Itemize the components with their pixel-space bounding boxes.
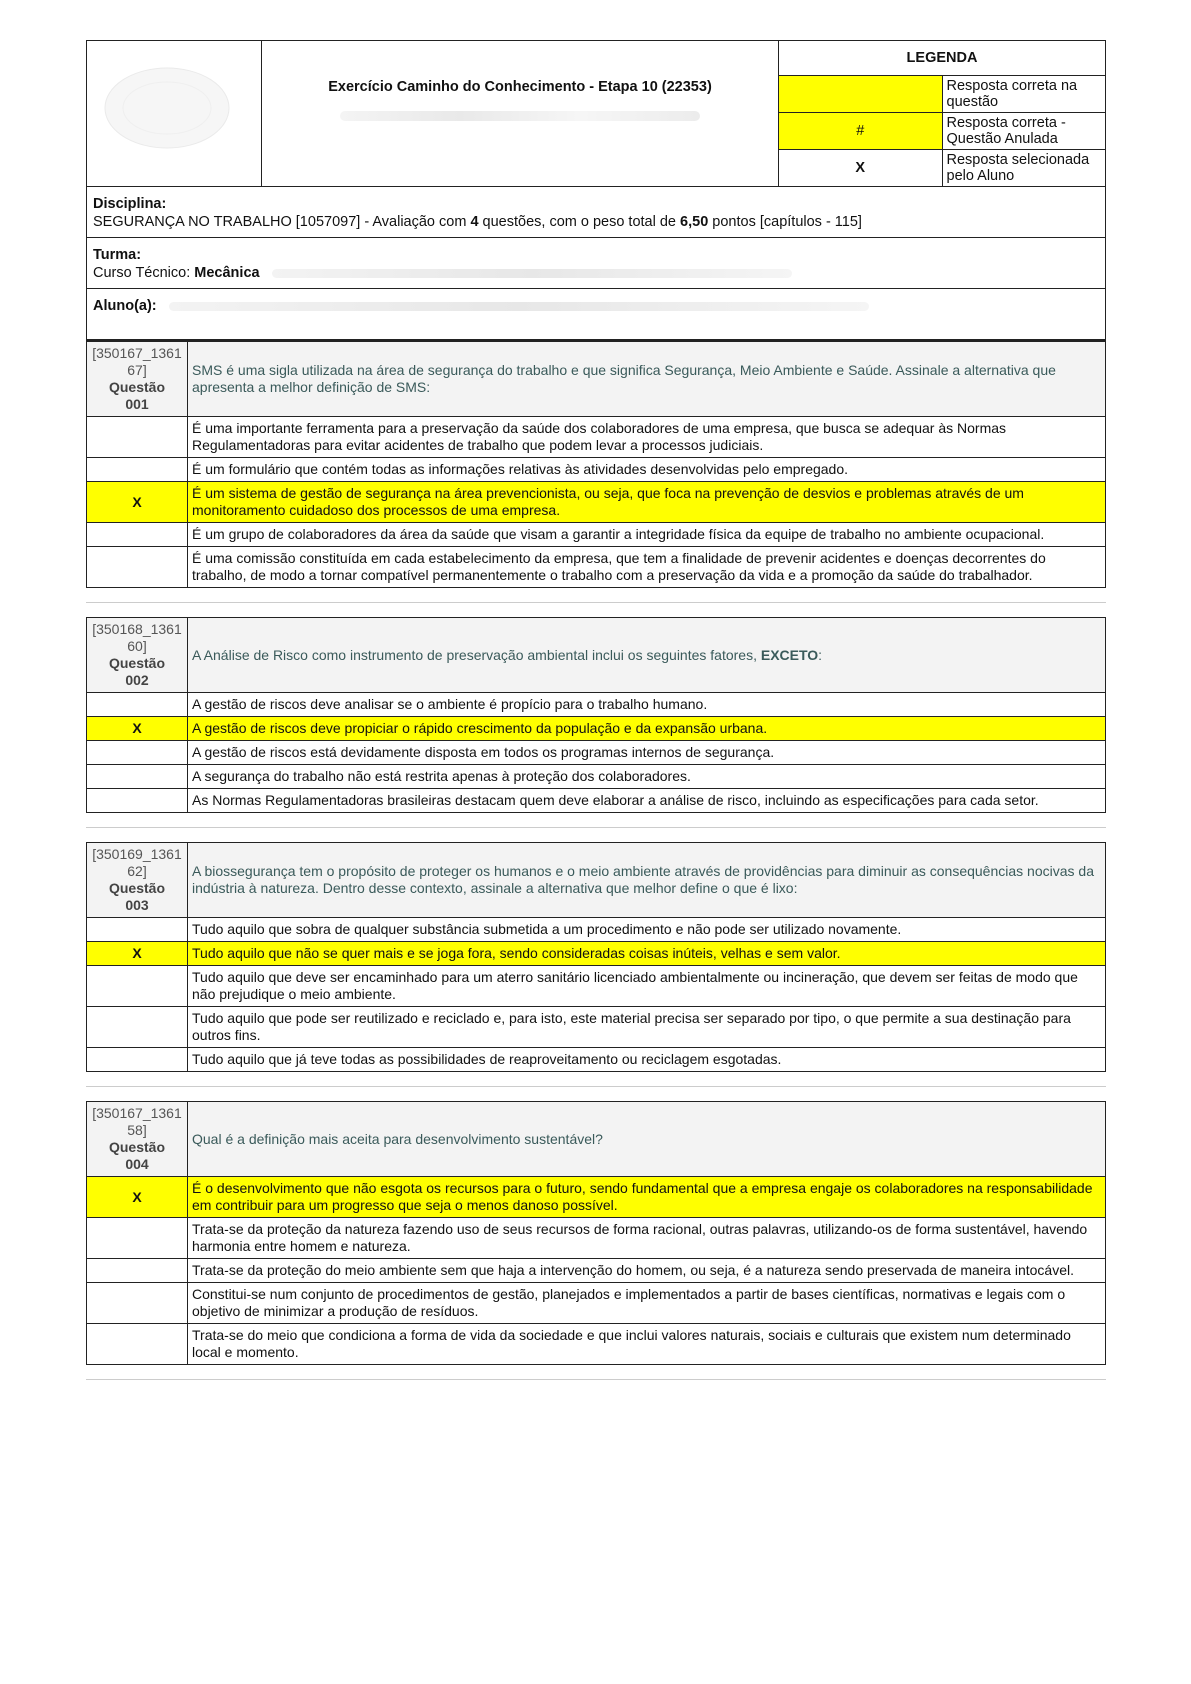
answer-text: Trata-se da proteção do meio ambiente sem que haja a intervenção do homem, ou seja, é a natureza sendo preservada de maneira intocável. xyxy=(188,1259,1106,1283)
aluno-section xyxy=(86,289,1106,341)
answer-text: Tudo aquilo que não se quer mais e se joga fora, sendo consideradas coisas inúteis, velhas e sem valor. xyxy=(188,942,1106,966)
answer-text: É uma comissão constituída em cada estabelecimento da empresa, que tem a finalidade de prevenir acidentes e doenças decorrentes do trabalho, de modo a tornar compatível permanentemente o trabalho com a preservação da vida e a promoção da saúde do trabalhador. xyxy=(188,547,1106,588)
answer-option xyxy=(87,942,1106,966)
answer-option xyxy=(87,741,1106,765)
answer-option xyxy=(87,547,1106,588)
answer-mark: X xyxy=(87,942,188,966)
exam-report xyxy=(86,40,1106,1394)
legend-text-annulled: Resposta correta - Questão Anulada xyxy=(942,113,1106,150)
question-block-001 xyxy=(86,341,1106,603)
question-stem xyxy=(188,1102,1106,1177)
question-table xyxy=(86,617,1106,813)
redacted-student-name xyxy=(169,302,869,311)
answer-text: Tudo aquilo que deve ser encaminhado para um aterro sanitário licenciado ambientalmente ou incineração, que devem ser feitas de modo que não prejudique o meio ambiente. xyxy=(188,966,1106,1007)
legend-title: LEGENDA xyxy=(779,41,1106,76)
answer-text: Tudo aquilo que sobra de qualquer substância submetida a um procedimento e não pode ser utilizado novamente. xyxy=(188,918,1106,942)
question-label: Questão xyxy=(108,880,165,896)
answer-text: Trata-se do meio que condiciona a forma de vida da sociedade e que inclui valores naturais, sociais e culturais que existem num determinado local e momento. xyxy=(188,1324,1106,1365)
question-id-cell xyxy=(87,342,188,417)
answer-option xyxy=(87,1283,1106,1324)
question-id-cell xyxy=(87,618,188,693)
answer-mark xyxy=(87,918,188,942)
answer-mark: X xyxy=(87,717,188,741)
answer-mark: X xyxy=(87,482,188,523)
answer-text: A gestão de riscos deve analisar se o ambiente é propício para o trabalho humano. xyxy=(188,693,1106,717)
answer-mark xyxy=(87,693,188,717)
disciplina-text-3: pontos [capítulos - 115] xyxy=(708,214,862,230)
question-code: [350168_136160] xyxy=(92,621,182,654)
answer-mark xyxy=(87,547,188,588)
answer-mark xyxy=(87,1324,188,1365)
turma-label: Turma: xyxy=(93,247,142,263)
question-stem-emphasis: EXCETO xyxy=(760,646,819,663)
answer-text: É um sistema de gestão de segurança na área prevencionista, ou seja, que foca na prevenção de desvios e problemas através de um monitoramento cuidadoso dos processos de uma empresa. xyxy=(188,482,1106,523)
question-code: [350167_136158] xyxy=(92,1105,182,1138)
question-block-004 xyxy=(86,1101,1106,1380)
answer-text: Tudo aquilo que já teve todas as possibilidades de reaproveitamento ou reciclagem esgotadas. xyxy=(188,1048,1106,1072)
answer-text: A gestão de riscos está devidamente disposta em todos os programas internos de segurança. xyxy=(188,741,1106,765)
answer-text: É o desenvolvimento que não esgota os recursos para o futuro, sendo fundamental que a empresa engaje os colaboradores na responsabilidade em contribuir para um progresso que seja o menos danoso possível. xyxy=(188,1177,1106,1218)
question-stem-text: Qual é a definição mais aceita para desenvolvimento sustentável? xyxy=(192,1130,603,1147)
total-points: 6,50 xyxy=(680,214,709,230)
answer-option xyxy=(87,789,1106,813)
answer-text: É um grupo de colaboradores da área da saúde que visam a garantir a integridade física da equipe de trabalho no ambiente ocupacional. xyxy=(188,523,1106,547)
answer-option xyxy=(87,458,1106,482)
answer-option xyxy=(87,1324,1106,1365)
answer-mark xyxy=(87,1048,188,1072)
question-label: Questão xyxy=(108,379,165,395)
answer-mark xyxy=(87,417,188,458)
answer-option xyxy=(87,1177,1106,1218)
answer-text: As Normas Regulamentadoras brasileiras destacam quem deve elaborar a análise de risco, incluindo as especificações para cada setor. xyxy=(188,789,1106,813)
question-code: [350167_136167] xyxy=(92,345,182,378)
legend-text-correct: Resposta correta na questão xyxy=(942,76,1106,113)
question-stem-text: A biossegurança tem o propósito de proteger os humanos e o meio ambiente através de providências para diminuir as consequências nocivas da indústria à natureza. Dentro desse contexto, assinale a alternativa que melhor define o que é lixo: xyxy=(192,863,1094,896)
question-block-003 xyxy=(86,842,1106,1087)
answer-option xyxy=(87,1218,1106,1259)
question-separator xyxy=(86,827,1106,828)
legend-text-selected: Resposta selecionada pelo Aluno xyxy=(942,150,1106,187)
answer-option xyxy=(87,765,1106,789)
disciplina-label: Disciplina: xyxy=(93,196,167,212)
question-number: 002 xyxy=(125,672,149,688)
answer-text: Tudo aquilo que pode ser reutilizado e reciclado e, para isto, este material precisa ser separado por tipo, o que permite a sua destinação para outros fins. xyxy=(188,1007,1106,1048)
answer-text: Constitui-se num conjunto de procedimentos de gestão, planejados e implementados a partir de bases científicas, normativas e legais com o objetivo de minimizar a produção de resíduos. xyxy=(188,1283,1106,1324)
answer-mark xyxy=(87,1218,188,1259)
answer-mark xyxy=(87,789,188,813)
disciplina-text-2: questões, com o peso total de xyxy=(478,214,681,230)
question-stem xyxy=(188,843,1106,918)
question-code: [350169_136162] xyxy=(92,846,182,879)
answer-option xyxy=(87,918,1106,942)
answer-mark: X xyxy=(87,1177,188,1218)
curso-label: Curso Técnico: xyxy=(93,265,195,281)
answer-text: É uma importante ferramenta para a preservação da saúde dos colaboradores de uma empresa, que busca se adequar às Normas Regulamentadoras para evitar acidentes de trabalho que podem levar a processos judiciais. xyxy=(188,417,1106,458)
answer-mark xyxy=(87,523,188,547)
question-stem xyxy=(188,342,1106,417)
answer-option xyxy=(87,717,1106,741)
question-separator xyxy=(86,1379,1106,1380)
answer-text: A segurança do trabalho não está restrita apenas à proteção dos colaboradores. xyxy=(188,765,1106,789)
answer-text: É um formulário que contém todas as informações relativas às atividades desenvolvidas pelo empregado. xyxy=(188,458,1106,482)
legend-key-annulled: # xyxy=(779,113,943,150)
question-separator xyxy=(86,1086,1106,1087)
aluno-label: Aluno(a): xyxy=(93,298,157,314)
question-label: Questão xyxy=(108,655,165,671)
institution-logo xyxy=(87,41,262,187)
disciplina-section xyxy=(86,187,1106,238)
answer-option xyxy=(87,693,1106,717)
curso-value: Mecânica xyxy=(194,265,260,281)
answer-option xyxy=(87,482,1106,523)
question-table xyxy=(86,842,1106,1072)
disciplina-text-1: SEGURANÇA NO TRABALHO [1057097] - Avaliação com xyxy=(93,214,471,230)
num-questions: 4 xyxy=(470,214,479,230)
question-number: 001 xyxy=(125,396,149,412)
answer-mark xyxy=(87,1283,188,1324)
answer-option xyxy=(87,1259,1106,1283)
question-block-002 xyxy=(86,617,1106,828)
answer-option xyxy=(87,1007,1106,1048)
question-table xyxy=(86,1101,1106,1365)
question-id-cell xyxy=(87,843,188,918)
turma-section xyxy=(86,238,1106,289)
answer-mark xyxy=(87,458,188,482)
legend-key-correct xyxy=(779,76,943,113)
question-id-cell xyxy=(87,1102,188,1177)
question-stem-text: A Análise de Risco como instrumento de preservação ambiental inclui os seguintes fatores, xyxy=(192,646,761,663)
answer-option xyxy=(87,966,1106,1007)
legend-key-selected: X xyxy=(779,150,943,187)
answer-mark xyxy=(87,1259,188,1283)
exam-title: Exercício Caminho do Conhecimento - Etapa 10 (22353) xyxy=(328,79,712,95)
redacted-turma xyxy=(272,269,792,278)
question-separator xyxy=(86,602,1106,603)
question-number: 004 xyxy=(125,1156,149,1172)
question-number: 003 xyxy=(125,897,149,913)
answer-option xyxy=(87,1048,1106,1072)
answer-mark xyxy=(87,966,188,1007)
answer-option xyxy=(87,417,1106,458)
answer-text: Trata-se da proteção da natureza fazendo uso de seus recursos de forma racional, outras palavras, utilizando-os de forma sustentável, havendo harmonia entre homem e natureza. xyxy=(188,1218,1106,1259)
answer-mark xyxy=(87,741,188,765)
question-stem xyxy=(188,618,1106,693)
logo-image xyxy=(87,46,261,177)
answer-mark xyxy=(87,1007,188,1048)
answer-text: A gestão de riscos deve propiciar o rápido crescimento da população e da expansão urbana. xyxy=(188,717,1106,741)
questions-list xyxy=(86,341,1106,1380)
title-cell xyxy=(262,41,779,187)
answer-mark xyxy=(87,765,188,789)
question-label: Questão xyxy=(108,1139,165,1155)
question-stem-end: : xyxy=(818,646,823,663)
header-table xyxy=(86,40,1106,187)
redacted-subtitle xyxy=(340,111,700,121)
answer-option xyxy=(87,523,1106,547)
question-table xyxy=(86,341,1106,588)
question-stem-text: SMS é uma sigla utilizada na área de segurança do trabalho e que significa Segurança, Meio Ambiente e Saúde. Assinale a alternativa que apresenta a melhor definição de SMS: xyxy=(192,362,1056,395)
